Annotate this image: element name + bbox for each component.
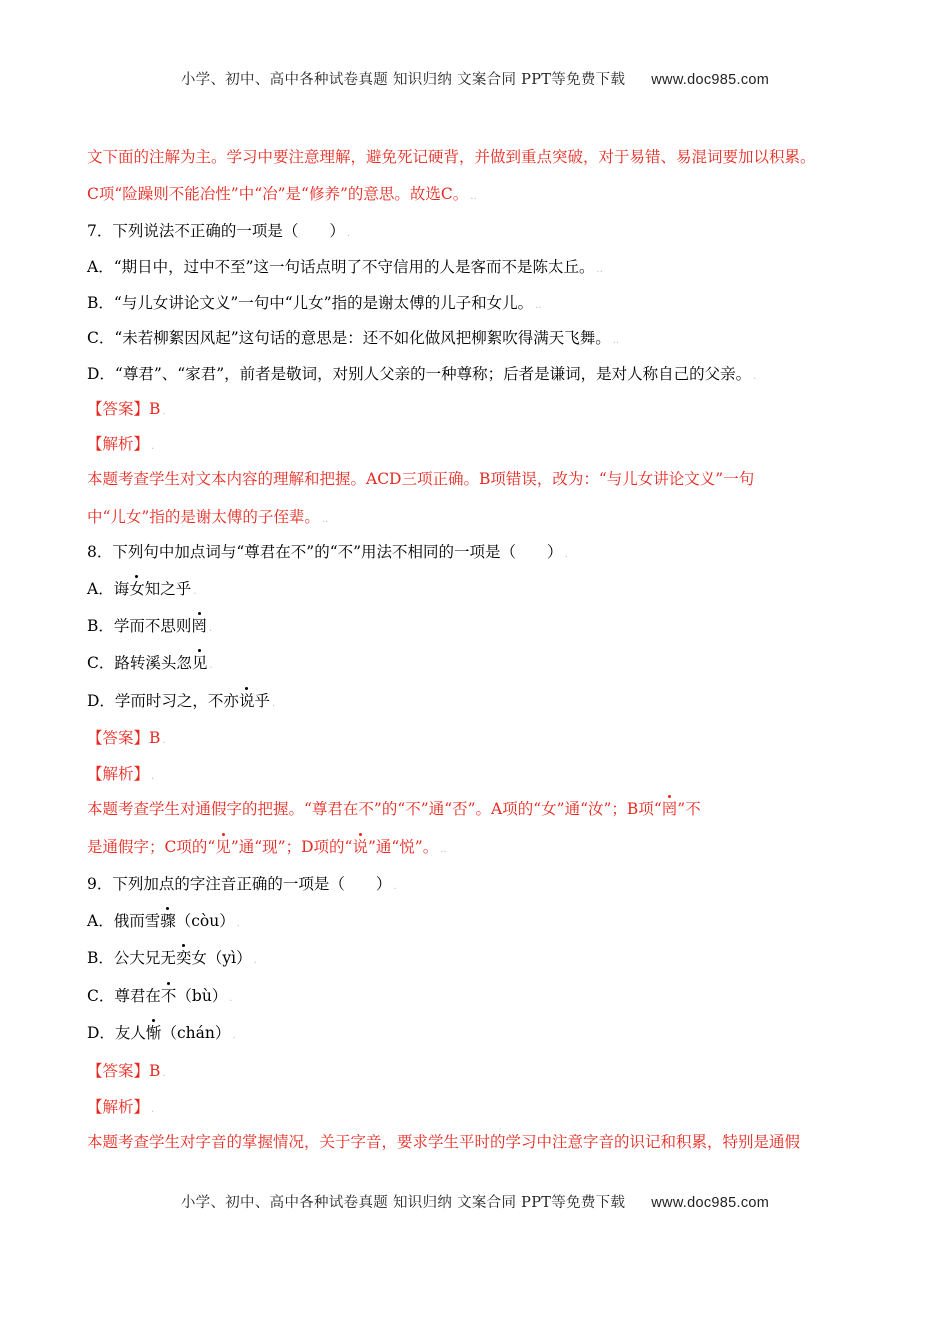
q8-option-d-dotted-char: 说 <box>238 692 255 710</box>
q8-option-c-pre: C．路转溪头忽 <box>87 654 192 672</box>
q7-option-b: B．“与儿女讲论文义”一句中“儿女”指的是谢太傅的儿子和女儿。 .. <box>87 294 542 312</box>
q8-analysis-dotted-char-3: 说 <box>352 838 368 856</box>
q8-option-d-pre: D．学而时习之，不亦 <box>87 692 239 710</box>
page-footer <box>0 1191 950 1212</box>
q8-analysis-line-1-pre: 本题考查学生对通假字的把握。“尊君在不”的“不”通“否”。A项的“女”通“汝”；B项“ <box>87 800 662 818</box>
footer-text: 小学、初中、高中各种试卷真题 知识归纳 文案合同 PPT等免费下载 <box>180 1195 626 1211</box>
q9-option-b-post: 女（yì） <box>191 949 252 967</box>
page-header <box>0 68 950 89</box>
q8-option-d: D．学而时习之，不亦说乎 . <box>87 692 276 710</box>
q8-analysis-line-2-mid: ”通“现”；D项的“ <box>230 838 353 856</box>
q9-stem: 9．下列加点的字注音正确的一项是（ ） . <box>87 875 397 893</box>
q8-option-b-pre: B．学而不思则 <box>87 617 192 635</box>
q9-option-a-dotted-char: 骤 <box>160 912 176 930</box>
q9-analysis-line-1: 本题考查学生对字音的掌握情况，关于字音，要求学生平时的学习中注意字音的识记和积累，特别是通假 <box>87 1133 801 1151</box>
q9-option-a: A．俄而雪骤（còu） . <box>87 912 240 930</box>
q7-option-a-text: A．“期日中，过中不至”这一句话点明了不守信用的人是客而不是陈太丘。 <box>87 258 595 276</box>
q7-option-c-text: C．“未若柳絮因风起”这句话的意思是：还不如化做风把柳絮吹得满天飞舞。 <box>87 329 611 347</box>
q8-analysis-label: 【解析】 . <box>87 765 155 783</box>
q9-option-c-pre: C．尊君在 <box>87 987 161 1005</box>
q8-option-a: A．诲女知之乎 . <box>87 580 197 598</box>
q8-analysis-dotted-char-2: 见 <box>215 838 231 856</box>
q8-option-c-dotted-char: 见 <box>191 654 208 672</box>
q7-answer-label: 【答案】 <box>87 400 150 418</box>
q9-option-b-pre: B．公大兄无 <box>87 949 176 967</box>
q8-option-d-post: 乎 <box>254 692 270 710</box>
q7-analysis-line-2: 中“儿女”指的是谢太傅的子侄辈。 .. <box>87 508 329 526</box>
q9-option-d-pre: D．友人 <box>87 1024 146 1042</box>
prev-analysis-text: C项“险躁则不能冶性”中“冶”是“修养”的意思。故选C。 <box>87 185 469 203</box>
q9-analysis-label: 【解析】 . <box>87 1098 155 1116</box>
q8-stem: 8．下列句中加点词与“尊君在不”的“不”用法不相同的一项是（ ） . <box>87 543 568 561</box>
q7-analysis-label: 【解析】 . <box>87 435 155 453</box>
q8-option-a-dotted-char: 女 <box>129 580 145 598</box>
q8-answer-value: B <box>149 729 161 747</box>
q8-option-b-dotted-char: 罔 <box>191 617 207 635</box>
prev-analysis-line-2: C项“险躁则不能冶性”中“冶”是“修养”的意思。故选C。 .. <box>87 185 477 203</box>
q7-option-a: A．“期日中，过中不至”这一句话点明了不守信用的人是客而不是陈太丘。 .. <box>87 258 603 276</box>
q8-analysis-line-2-pre: 是通假字；C项的“ <box>87 838 216 856</box>
q7-answer-value: B <box>149 400 161 418</box>
q8-option-c: C．路转溪头忽见 . <box>87 654 213 672</box>
q8-option-b: B．学而不思则罔 . <box>87 617 213 635</box>
q9-option-a-post: （còu） <box>175 912 235 930</box>
q9-option-c: C．尊君在不（bù） . <box>87 987 233 1005</box>
q9-option-c-dotted-char: 不 <box>160 987 177 1005</box>
q7-answer: 【答案】B . <box>87 400 166 418</box>
q9-option-d: D．友人惭（chán） . <box>87 1024 236 1042</box>
q8-analysis-label-text: 【解析】 <box>87 765 150 783</box>
q8-stem-text: 8．下列句中加点词与“尊君在不”的“不”用法不相同的一项是（ ） <box>87 543 563 561</box>
q9-option-b: B．公大兄无奕女（yì） . <box>87 949 257 967</box>
q9-option-b-dotted-char: 奕 <box>175 949 192 967</box>
q7-analysis-label-text: 【解析】 <box>87 435 150 453</box>
q9-option-d-dotted-char: 惭 <box>145 1024 162 1042</box>
q8-option-a-pre: A．诲 <box>87 580 130 598</box>
q7-stem: 7．下列说法不正确的一项是（ ） . <box>87 222 351 240</box>
q7-option-d: D．“尊君”、“家君”，前者是敬词，对别人父亲的一种尊称；后者是谦词，是对人称自己的父亲。 . <box>87 365 757 383</box>
q7-option-c: C．“未若柳絮因风起”这句话的意思是：还不如化做风把柳絮吹得满天飞舞。 .. <box>87 329 620 347</box>
q9-stem-text: 9．下列加点的字注音正确的一项是（ ） <box>87 875 392 893</box>
q9-option-c-post: （bù） <box>176 987 228 1005</box>
q9-answer-value: B <box>149 1062 161 1080</box>
q7-option-b-text: B．“与儿女讲论文义”一句中“儿女”指的是谢太傅的儿子和女儿。 <box>87 294 534 312</box>
q9-answer: 【答案】B . <box>87 1062 166 1080</box>
q8-analysis-dotted-char-1: 罔 <box>661 800 678 818</box>
q8-analysis-line-1 <box>87 798 867 820</box>
q8-answer-label: 【答案】 <box>87 729 150 747</box>
header-text: 小学、初中、高中各种试卷真题 知识归纳 文案合同 PPT等免费下载 <box>180 72 626 88</box>
q8-analysis-line-1-post: ”不 <box>677 800 701 818</box>
header-url[interactable]: www.doc985.com <box>651 72 770 88</box>
footer-url[interactable]: www.doc985.com <box>651 1195 770 1211</box>
q7-analysis-line-1: 本题考查学生对文本内容的理解和把握。ACD三项正确。B项错误，改为：“与儿女讲论文义”一句 <box>87 470 755 488</box>
q9-answer-label: 【答案】 <box>87 1062 150 1080</box>
q8-analysis-line-2: 是通假字；C项的“见”通“现”；D项的“说”通“悦”。 .. <box>87 838 447 856</box>
q9-analysis-label-text: 【解析】 <box>87 1098 150 1116</box>
prev-analysis-line-1: 文下面的注解为主。学习中要注意理解，避免死记硬背，并做到重点突破，对于易错、易混词要加以积累。 <box>87 148 816 166</box>
q8-option-a-post: 知之乎 <box>144 580 192 598</box>
q9-option-a-pre: A．俄而雪 <box>87 912 161 930</box>
q7-option-d-text: D．“尊君”、“家君”，前者是敬词，对别人父亲的一种尊称；后者是谦词，是对人称自己的父亲。 <box>87 365 752 383</box>
q7-analysis-line-2-text: 中“儿女”指的是谢太傅的子侄辈。 <box>87 508 320 526</box>
q8-analysis-line-2-post: ”通“悦”。 <box>367 838 439 856</box>
q7-stem-text: 7．下列说法不正确的一项是（ ） <box>87 222 345 240</box>
q8-answer: 【答案】B . <box>87 729 166 747</box>
q9-option-d-post: （chán） <box>161 1024 231 1042</box>
